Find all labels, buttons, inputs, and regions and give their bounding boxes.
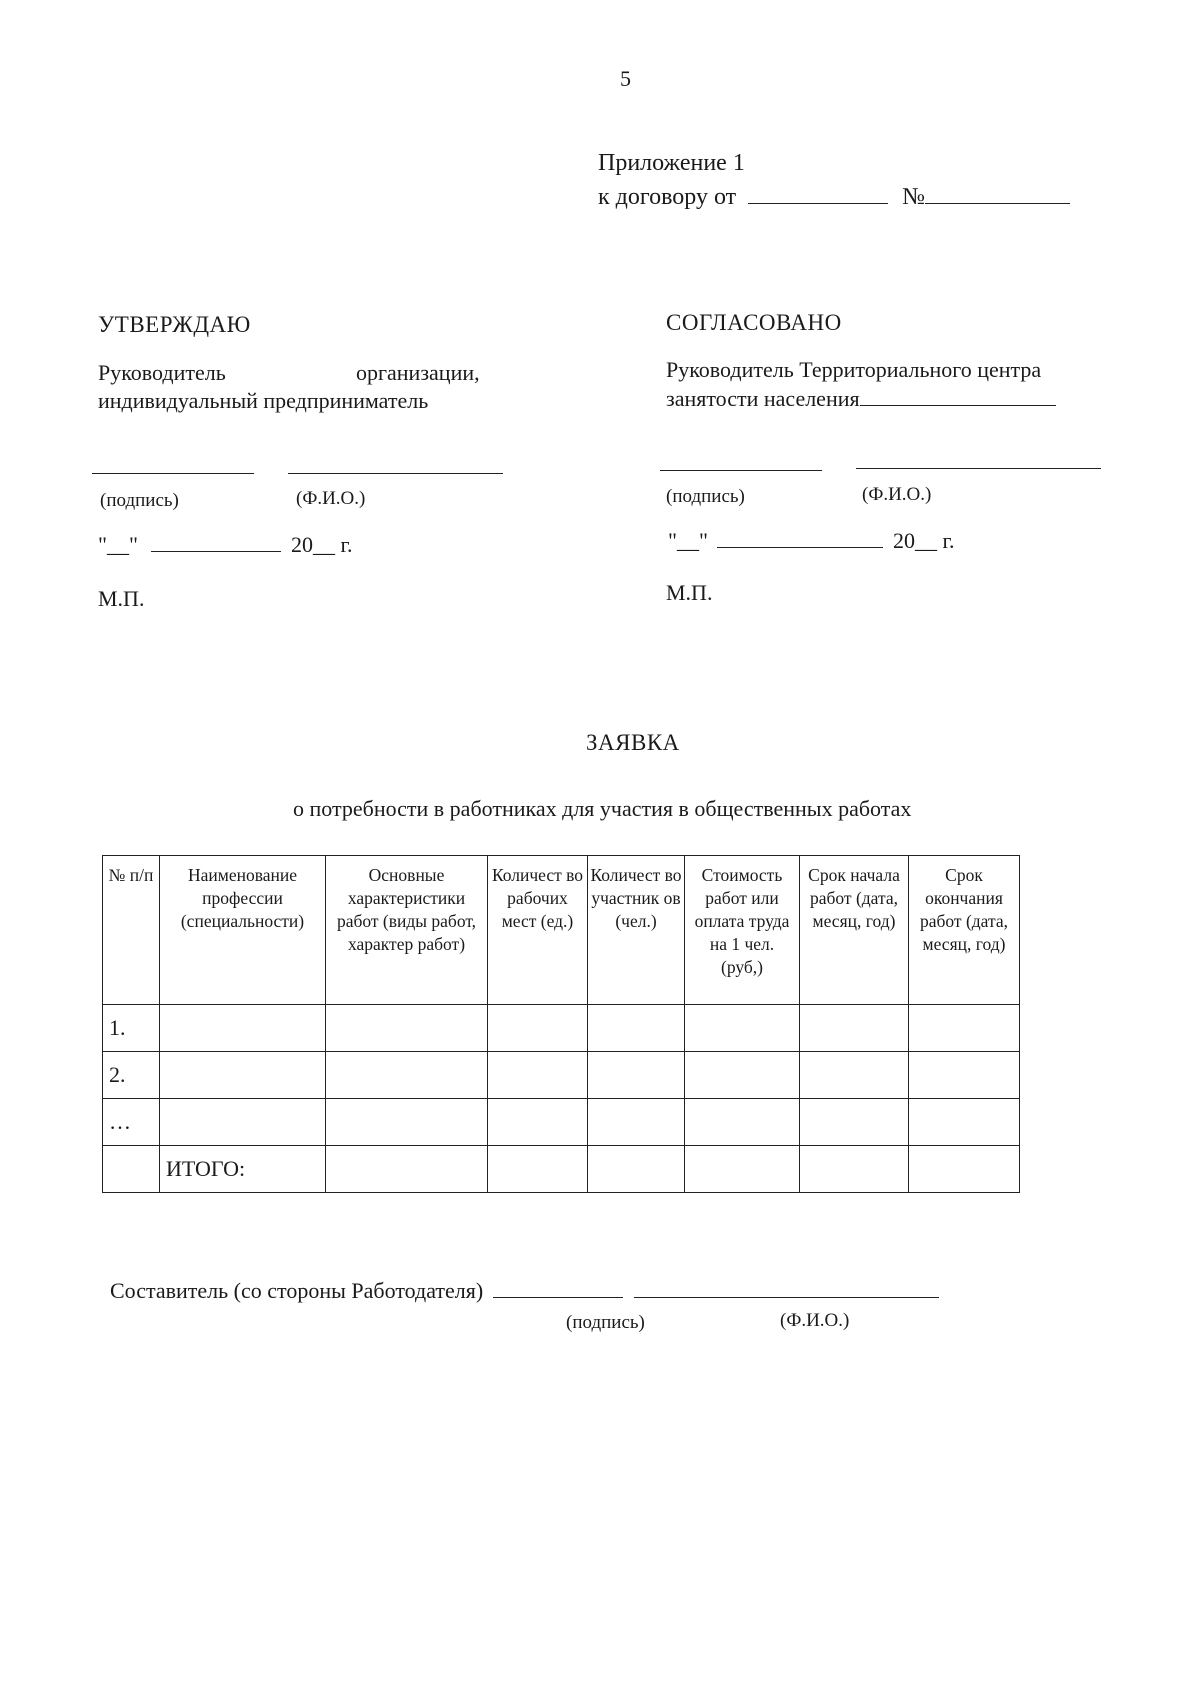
row-cell (588, 1146, 685, 1193)
col-header-profession: Наименование профессии (специальности) (160, 856, 326, 1005)
document-subtitle: о потребности в работниках для участия в общественных работах (293, 796, 912, 821)
col-header-number: № п/п (103, 856, 160, 1005)
compiler-name-caption: (Ф.И.О.) (780, 1310, 850, 1331)
contract-number-blank (925, 183, 1070, 204)
agreed-date-month-blank (717, 529, 883, 548)
approve-signature-line (92, 473, 254, 474)
approve-date-month-blank (151, 533, 281, 552)
document-title: ЗАЯВКА (586, 730, 680, 755)
agreed-name-caption: (Ф.И.О.) (862, 484, 932, 505)
agreed-role-line1: Руководитель Территориального центра (666, 357, 1042, 382)
row-cell (800, 1146, 909, 1193)
agreed-date-line (668, 528, 955, 554)
agreed-center-blank (860, 387, 1056, 406)
approve-role-line1-left: Руководитель (98, 360, 226, 385)
row-number: … (103, 1099, 160, 1146)
request-table (102, 855, 1020, 1193)
row-number: 2. (103, 1052, 160, 1099)
row-cell (800, 1099, 909, 1146)
row-cell (588, 1005, 685, 1052)
page-number: 5 (620, 66, 631, 91)
col-header-start-date: Срок начала работ (дата, месяц, год) (800, 856, 909, 1005)
compiler-signature-caption: (подпись) (566, 1312, 645, 1333)
row-cell (588, 1052, 685, 1099)
row-cell (488, 1005, 588, 1052)
row-cell (326, 1099, 488, 1146)
approve-name-caption: (Ф.И.О.) (296, 488, 366, 509)
row-cell (326, 1005, 488, 1052)
agreed-signature-line (660, 470, 822, 471)
table-row (103, 1005, 1020, 1052)
row-number (103, 1146, 160, 1193)
agreed-date-day: "__" (668, 528, 708, 553)
contract-date-blank (748, 183, 888, 204)
row-cell (685, 1005, 800, 1052)
row-cell (685, 1099, 800, 1146)
agreed-name-line (856, 468, 1101, 469)
col-header-characteristics: Основные характеристики работ (виды работ, характер работ) (326, 856, 488, 1005)
table-total-row (103, 1146, 1020, 1193)
row-cell (909, 1052, 1020, 1099)
approve-name-line (288, 473, 503, 474)
approve-role-line2: индивидуальный предприниматель (98, 388, 429, 413)
agreed-date-year: 20__ г. (892, 528, 955, 553)
approve-signature-caption: (подпись) (100, 490, 179, 511)
table-row (103, 1052, 1020, 1099)
col-header-end-date: Срок окончания работ (дата, месяц, год) (909, 856, 1020, 1005)
row-cell (326, 1052, 488, 1099)
approve-heading: УТВЕРЖДАЮ (98, 312, 251, 337)
agreed-role-line2 (666, 386, 1056, 412)
number-sign: № (902, 184, 926, 210)
row-cell (488, 1099, 588, 1146)
approve-date-line (98, 532, 353, 558)
row-cell (685, 1052, 800, 1099)
agreed-heading: СОГЛАСОВАНО (666, 310, 842, 335)
row-cell (800, 1005, 909, 1052)
total-label: ИТОГО: (160, 1146, 326, 1193)
agreed-signature-caption: (подпись) (666, 486, 745, 507)
row-cell (909, 1146, 1020, 1193)
row-cell (326, 1146, 488, 1193)
compiler-name-blank (634, 1279, 939, 1298)
table-header-row (103, 856, 1020, 1005)
row-cell (800, 1052, 909, 1099)
row-cell (909, 1005, 1020, 1052)
approve-date-year: 20__ г. (290, 532, 353, 557)
row-cell (909, 1099, 1020, 1146)
row-profession (160, 1005, 326, 1052)
appendix-title: Приложение 1 (598, 150, 745, 176)
contract-prefix: к договору от (598, 184, 737, 210)
agreed-role-line2-text: занятости населения (666, 386, 860, 411)
row-cell (685, 1146, 800, 1193)
compiler-signature-blank (493, 1279, 623, 1298)
row-number: 1. (103, 1005, 160, 1052)
col-header-cost: Стоимость работ или оплата труда на 1 чел. (руб,) (685, 856, 800, 1005)
row-cell (588, 1099, 685, 1146)
appendix-header (598, 146, 1070, 214)
table-row (103, 1099, 1020, 1146)
row-profession (160, 1052, 326, 1099)
approve-date-day: "__" (98, 532, 138, 557)
appendix-contract-line (598, 180, 1070, 214)
row-cell (488, 1146, 588, 1193)
row-profession (160, 1099, 326, 1146)
col-header-workplaces: Количест во рабочих мест (ед.) (488, 856, 588, 1005)
approve-role-line1-right: организации, (356, 360, 480, 385)
approve-stamp: М.П. (98, 586, 145, 611)
row-cell (488, 1052, 588, 1099)
compiler-line (110, 1278, 939, 1304)
agreed-stamp: М.П. (666, 580, 713, 605)
compiler-label: Составитель (со стороны Работодателя) (110, 1278, 484, 1303)
col-header-participants: Количест во участник ов (чел.) (588, 856, 685, 1005)
